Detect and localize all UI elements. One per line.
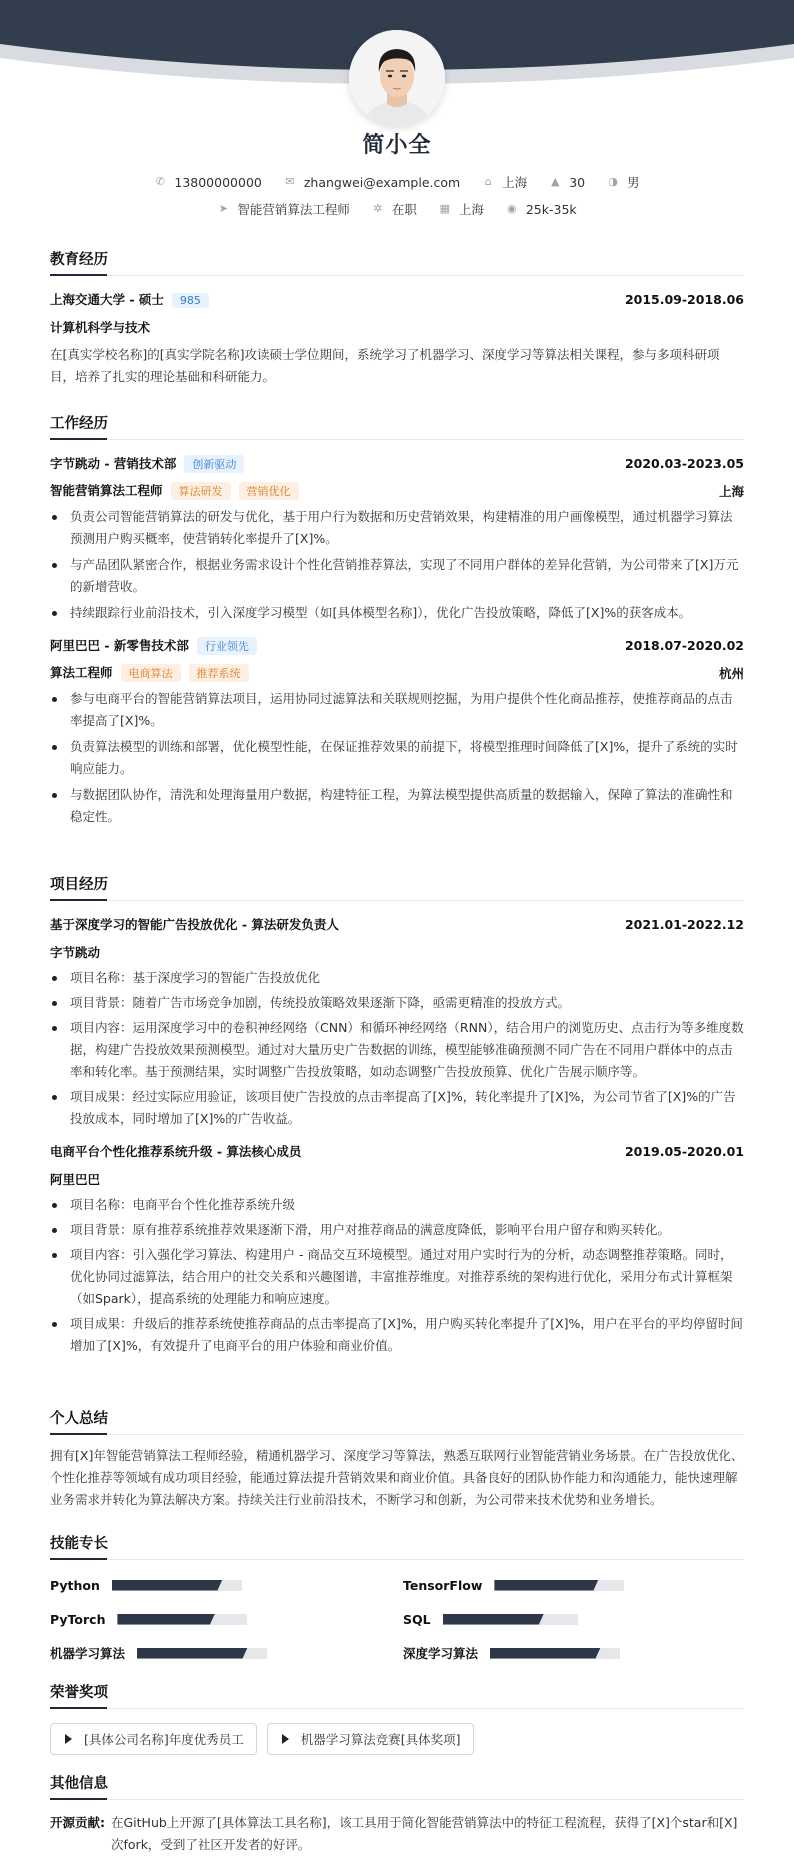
list-item: 参与电商平台的智能营销算法项目，运用协同过滤算法和关联规则挖掘，为用户提供个性化商品推荐，使推荐商品的点击率提高了[X]%。 — [50, 688, 744, 732]
skill-bar-fill — [443, 1614, 544, 1625]
list-item: 项目成果：经过实际应用验证，该项目使广告投放的点击率提高了[X]%，转化率提升了[X]%，为公司节省了[X]%的广告投放成本，同时增加了[X]%的广告收益。 — [50, 1086, 744, 1130]
skill-item — [403, 1642, 744, 1664]
list-item: 项目名称：基于深度学习的智能广告投放优化 — [50, 967, 744, 989]
other-section — [50, 1772, 744, 1856]
skills-section — [50, 1532, 744, 1664]
skill-bar-fill — [117, 1614, 215, 1625]
salary-item: ◉ 25k-35k — [507, 201, 577, 217]
skill-name: 深度学习算法 — [403, 1646, 479, 1661]
education-entry-head — [50, 290, 744, 308]
list-item: 项目内容：运用深度学习中的卷积神经网络（CNN）和循环神经网络（RNN），结合用户的浏览历史、点击行为等多维度数据，构建广告投放效果预测模型。通过对大量历史广告数据的训练，模型能够准确预测不同广告在不同用户群体中的点击率和转化率。基于预测结果，实时调整广告投放策略，如动态调整广告投放预算、优化广告展示顺序等。 — [50, 1017, 744, 1083]
education-date: 2015.09-2018.06 — [624, 291, 744, 307]
project-name: 电商平台个性化推荐系统升级 - 算法核心成员 — [50, 1144, 302, 1159]
project-name: 基于深度学习的智能广告投放优化 - 算法研发负责人 — [50, 917, 339, 932]
job-date: 2018.07-2020.02 — [624, 638, 744, 653]
skill-bar — [490, 1648, 620, 1659]
job-city: 上海 — [718, 483, 744, 499]
skill-item — [50, 1642, 403, 1664]
project-date: 2019.05-2020.01 — [624, 1143, 744, 1159]
skill-bar — [443, 1614, 578, 1625]
major: 计算机科学与技术 — [50, 320, 151, 335]
job-role: 智能营销算法工程师 — [50, 483, 163, 498]
job-intent-row — [0, 200, 794, 218]
section-title: 工作经历 — [50, 412, 744, 440]
list-item: 项目内容：引入强化学习算法、构建用户 - 商品交互环境模型。通过对用户实时行为的分析，动态调整推荐策略。同时，优化协同过滤算法，结合用户的社交关系和兴趣图谱，丰富推荐维度。对推荐系统的架构进行优化，采用分布式计算框架（如Spark），提高系统的处理能力和响应速度。 — [50, 1244, 744, 1310]
section-title: 其他信息 — [50, 1772, 744, 1800]
skill-name: TensorFlow — [403, 1577, 483, 1593]
job-city: 杭州 — [718, 665, 744, 681]
role-tag: 算法研发 — [171, 482, 231, 500]
contact-row — [0, 173, 794, 191]
home-icon: ⌂ — [484, 175, 492, 188]
other-text: 在GitHub上开源了[具体算法工具名称]，该工具用于简化智能营销算法中的特征工程流程，获得了[X]个star和[X]次fork，受到了社区开发者的好评。 — [111, 1815, 738, 1852]
list-item: 项目背景：原有推荐系统推荐效果逐渐下滑，用户对推荐商品的满意度降低，影响平台用户留存和购买转化。 — [50, 1219, 744, 1241]
company-tag: 行业领先 — [197, 637, 257, 655]
school-tag: 985 — [172, 293, 209, 308]
position-item: ➤ 智能营销算法工程师 — [218, 202, 350, 217]
skill-name: PyTorch — [50, 1611, 106, 1627]
other-item — [50, 1812, 744, 1856]
skill-name: 机器学习算法 — [50, 1646, 126, 1661]
education-section — [50, 248, 744, 388]
play-icon — [282, 1734, 289, 1744]
money-icon: ◉ — [507, 202, 517, 215]
candidate-name: 简小全 — [362, 133, 432, 158]
skill-bar — [494, 1580, 624, 1591]
job-role: 算法工程师 — [50, 665, 113, 680]
skill-bar-fill — [112, 1580, 223, 1591]
skills-grid — [50, 1574, 744, 1664]
status-icon: ✲ — [373, 202, 383, 215]
phone-item: ✆ 13800000000 — [155, 174, 262, 190]
mail-icon: ✉ — [285, 175, 295, 188]
city-item: ⌂ 上海 — [482, 173, 527, 191]
gender-item: ◑ 男 — [608, 175, 640, 190]
school-name: 上海交通大学 - 硕士 — [50, 292, 164, 307]
role-tag: 推荐系统 — [189, 664, 249, 682]
skill-bar — [112, 1580, 242, 1591]
avatar — [349, 30, 445, 126]
project-date: 2021.01-2022.12 — [624, 916, 744, 932]
section-title: 技能专长 — [50, 1532, 744, 1560]
skill-bar-fill — [490, 1648, 601, 1659]
skill-item — [403, 1608, 744, 1630]
skill-item — [403, 1574, 744, 1596]
list-item: 与产品团队紧密合作，根据业务需求设计个性化营销推荐算法，实现了不同用户群体的差异化营销，为公司带来了[X]万元的新增营收。 — [50, 554, 744, 598]
award-item: [具体公司名称]年度优秀员工 — [50, 1723, 257, 1755]
skill-bar-fill — [137, 1648, 248, 1659]
list-item: 持续跟踪行业前沿技术，引入深度学习模型（如[具体模型名称]），优化广告投放策略，降低了[X]%的获客成本。 — [50, 602, 744, 624]
skill-bar — [137, 1648, 267, 1659]
summary-section — [50, 1407, 744, 1511]
project-company: 阿里巴巴 — [50, 1172, 101, 1187]
job-bullets — [50, 688, 744, 828]
summary-text: 拥有[X]年智能营销算法工程师经验，精通机器学习、深度学习等算法，熟悉互联网行业智能营销业务场景。在广告投放优化、个性化推荐等领域有成功项目经验，能通过算法提升营销效果和商业价值。具备良好的团队协作能力和沟通能力，能快速理解业务需求并转化为算法解决方案。持续关注行业前沿技术，不断学习和创新，为公司带来技术优势和业务增长。 — [50, 1448, 744, 1507]
projects-section — [50, 873, 744, 1357]
company-tag: 创新驱动 — [184, 455, 244, 473]
list-item: 项目成果：升级后的推荐系统使推荐商品的点击率提高了[X]%，用户购买转化率提升了[X]%，用户在平台的平均停留时间增加了[X]%，有效提升了电商平台的用户体验和商业价值。 — [50, 1313, 744, 1357]
skill-name: Python — [50, 1577, 100, 1593]
other-label: 开源贡献: — [50, 1815, 105, 1830]
role-tag: 营销优化 — [239, 482, 299, 500]
list-item: 与数据团队协作，清洗和处理海量用户数据，构建特征工程，为算法模型提供高质量的数据输入，保障了算法的准确性和稳定性。 — [50, 784, 744, 828]
company-name: 阿里巴巴 - 新零售技术部 — [50, 638, 189, 653]
job-date: 2020.03-2023.05 — [624, 456, 744, 471]
project-entry-head — [50, 915, 744, 933]
building-icon: ▦ — [439, 202, 451, 215]
project-entry-head — [50, 1142, 744, 1160]
email-item: ✉ zhangwei@example.com — [285, 174, 461, 190]
job-entry-head — [50, 636, 744, 655]
section-title: 荣誉奖项 — [50, 1681, 744, 1709]
cake-icon: ▲ — [550, 175, 560, 188]
project-bullets — [50, 1194, 744, 1357]
work-section — [50, 412, 744, 828]
skill-bar-fill — [494, 1580, 598, 1591]
skill-name: SQL — [403, 1611, 431, 1627]
job-role-row — [50, 663, 744, 682]
list-item: 项目名称：电商平台个性化推荐系统升级 — [50, 1194, 744, 1216]
list-item: 项目背景：随着广告市场竞争加剧，传统投放策略效果逐渐下降，亟需更精准的投放方式。 — [50, 992, 744, 1014]
phone-icon: ✆ — [155, 175, 165, 188]
role-tag: 电商算法 — [121, 664, 181, 682]
send-icon: ➤ — [218, 202, 228, 215]
section-title: 个人总结 — [50, 1407, 744, 1435]
skill-item — [50, 1608, 403, 1630]
work-city-item: ▦ 上海 — [439, 202, 484, 217]
list-item: 负责算法模型的训练和部署，优化模型性能，在保证推荐效果的前提下，将模型推理时间降低了[X]%，提升了系统的实时响应能力。 — [50, 736, 744, 780]
project-company: 字节跳动 — [50, 945, 101, 960]
company-name: 字节跳动 - 营销技术部 — [50, 456, 177, 471]
section-title: 项目经历 — [50, 873, 744, 901]
awards-section — [50, 1681, 744, 1755]
job-role-row — [50, 481, 744, 500]
section-title: 教育经历 — [50, 248, 744, 276]
skill-item — [50, 1574, 403, 1596]
job-bullets — [50, 506, 744, 624]
gender-icon: ◑ — [608, 175, 618, 188]
age-item: ▲ 30 — [550, 174, 586, 190]
awards-list — [50, 1723, 744, 1755]
skill-bar — [117, 1614, 247, 1625]
job-entry-head — [50, 454, 744, 473]
project-bullets — [50, 967, 744, 1130]
status-item: ✲ 在职 — [373, 202, 417, 217]
play-icon — [65, 1734, 72, 1744]
education-desc: 在[真实学校名称]的[真实学院名称]攻读硕士学位期间，系统学习了机器学习、深度学习等算法相关课程，参与多项科研项目，培养了扎实的理论基础和科研能力。 — [50, 347, 720, 384]
list-item: 负责公司智能营销算法的研发与优化，基于用户行为数据和历史营销效果，构建精准的用户画像模型，通过机器学习算法预测用户购买概率，使营销转化率提升了[X]%。 — [50, 506, 744, 550]
award-item: 机器学习算法竞赛[具体奖项] — [267, 1723, 474, 1755]
